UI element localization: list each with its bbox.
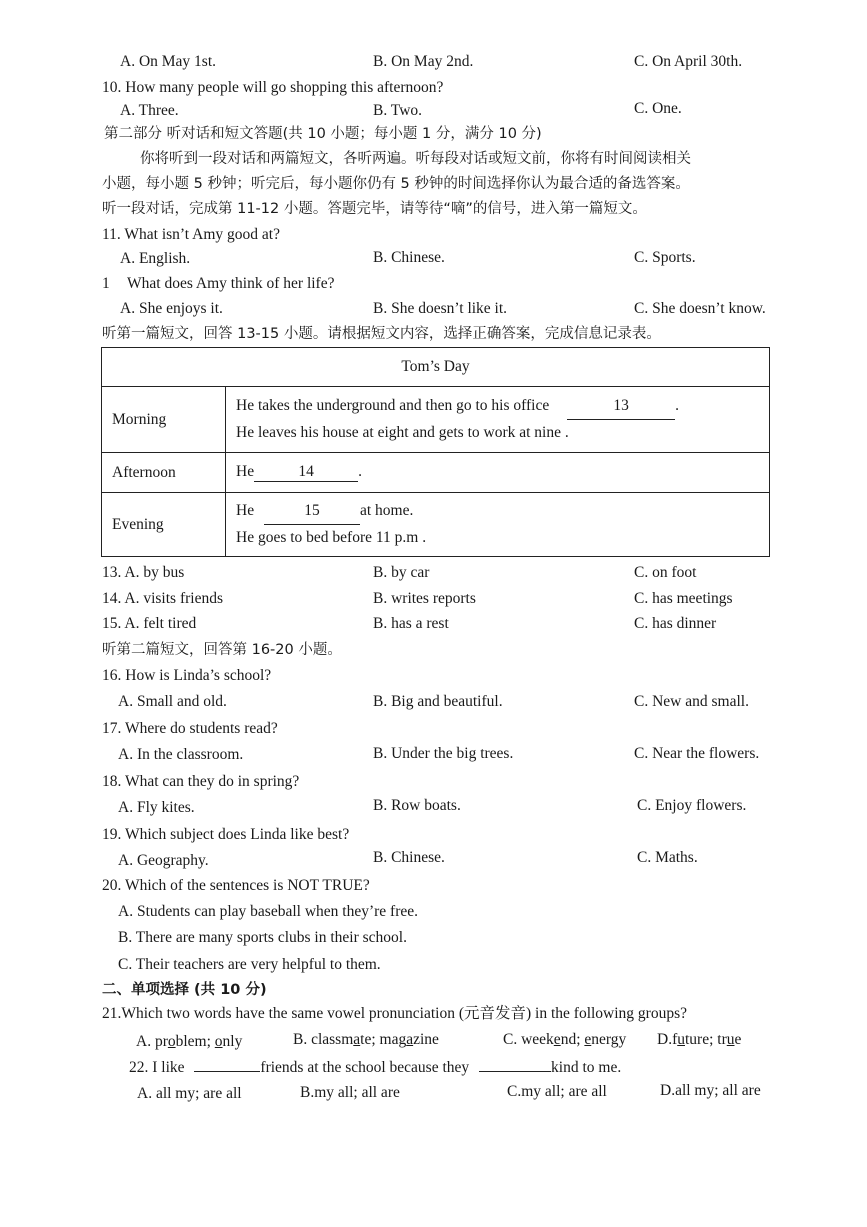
q21-option-a	[136, 1032, 242, 1052]
q21-b-u1: a	[353, 1031, 361, 1048]
q21-c-post: nergy	[591, 1031, 627, 1048]
q21-option-d	[657, 1030, 741, 1050]
toms-day-table	[101, 347, 770, 557]
q21-a-u2: o	[214, 1033, 223, 1050]
q21-d-u2: u	[726, 1031, 735, 1048]
q9-option-a: A. On May 1st.	[120, 53, 217, 70]
q21-c-u2: e	[584, 1031, 592, 1048]
q21-question: 21.Which two words have the same vowel pronunciation (元音发音) in the following groups?	[102, 1005, 688, 1022]
q21-d-u1: u	[677, 1031, 685, 1048]
q17-option-b: B. Under the big trees.	[373, 745, 514, 762]
q17-option-c: C. Near the flowers.	[634, 745, 760, 762]
q15-option-c: C. has dinner	[634, 615, 717, 632]
q11-option-c: C. Sports.	[634, 249, 696, 266]
afternoon-period: .	[358, 463, 362, 480]
table-title-text: Tom’s Day	[401, 358, 470, 375]
q17-option-a: A. In the classroom.	[118, 746, 244, 763]
q22-option-c: C.my all; are all	[507, 1083, 607, 1100]
q18-option-b: B. Row boats.	[373, 797, 461, 814]
q13-option-a: 13. A. by bus	[102, 564, 185, 581]
q10-option-a: A. Three.	[120, 102, 179, 119]
part2-instruction-1: 你将听到一段对话和两篇短文，各听两遍。听每段对话或短文前，你将有时间阅读相关	[140, 151, 691, 167]
part2-instruction-2: 小题，每小题 5 秒钟；听完后，每小题你仍有 5 秒钟的时间选择你认为最合适的备选答案。	[102, 176, 690, 192]
q21-c-mid: nd;	[560, 1031, 585, 1048]
row-label-evening: Evening	[102, 493, 226, 557]
q16-option-b: B. Big and beautiful.	[373, 693, 503, 710]
q15-option-a: 15. A. felt tired	[102, 615, 197, 632]
morning-line1: He takes the underground and then go to his office	[236, 397, 550, 414]
section2-heading: 二、单项选择 (共 10 分)	[102, 982, 267, 998]
q16-option-a: A. Small and old.	[118, 693, 227, 710]
q14-option-c: C. has meetings	[634, 590, 733, 607]
passage1-instruction: 听第一篇短文，回答 13-15 小题。请根据短文内容，选择正确答案，完成信息记录表。	[102, 326, 661, 342]
evening-at-home: at home.	[359, 502, 414, 519]
evening-he: He	[236, 502, 255, 519]
q22-blank-1	[194, 1071, 260, 1072]
morning-cell	[226, 387, 770, 453]
q21-d-pre: D.f	[657, 1031, 678, 1048]
afternoon-he: He	[236, 463, 255, 480]
part2-instruction-3: 听一段对话，完成第 11-12 小题。答题完毕，请等待“嘀”的信号，进入第一篇短文。	[102, 201, 647, 217]
q12-question: What does Amy think of her life?	[127, 275, 335, 292]
q12-number: 1	[102, 275, 110, 292]
q22-option-b: B.my all; all are	[300, 1084, 400, 1101]
q11-question: 11. What isn’t Amy good at?	[102, 226, 280, 243]
morning-period: .	[675, 397, 679, 414]
q18-option-a: A. Fly kites.	[118, 799, 195, 816]
q22-blank-2	[479, 1071, 551, 1072]
q22-option-a: A. all my; are all	[137, 1085, 242, 1102]
q10-option-b: B. Two.	[373, 102, 423, 119]
q21-b-post: zine	[413, 1031, 439, 1048]
q10-question: 10. How many people will go shopping this afternoon?	[102, 79, 444, 96]
morning-line2: He leaves his house at eight and gets to work at nine .	[236, 424, 569, 441]
q21-c-u1: e	[553, 1031, 561, 1048]
q21-d-mid: ture; tr	[684, 1031, 727, 1048]
blank-15: 15	[264, 498, 360, 525]
q9-option-b: B. On May 2nd.	[373, 53, 474, 70]
q19-option-a: A. Geography.	[118, 852, 209, 869]
q21-a-mid: blem;	[175, 1033, 215, 1050]
q22-post: kind to me.	[551, 1059, 622, 1076]
q22-option-d: D.all my; all are	[660, 1082, 761, 1099]
afternoon-cell	[226, 453, 770, 493]
q19-question: 19. Which subject does Linda like best?	[102, 826, 350, 843]
q22-mid: friends at the school because they	[260, 1059, 470, 1076]
evening-line2: He goes to bed before 11 p.m .	[236, 529, 427, 546]
part2-heading: 第二部分 听对话和短文答题(共 10 小题；每小题 1 分，满分 10 分)	[104, 126, 542, 142]
q12-option-a: A. She enjoys it.	[120, 300, 223, 317]
row-label-afternoon: Afternoon	[102, 453, 226, 493]
blank-13: 13	[567, 393, 675, 420]
q17-question: 17. Where do students read?	[102, 720, 278, 737]
q12-option-c: C. She doesn’t know.	[634, 300, 766, 317]
q16-question: 16. How is Linda’s school?	[102, 667, 272, 684]
q22-question	[129, 1058, 621, 1078]
q21-option-b	[293, 1030, 439, 1050]
blank-14: 14	[254, 463, 358, 482]
q21-b-pre: B. classm	[293, 1031, 354, 1048]
evening-cell	[226, 493, 770, 557]
q21-d-post: e	[734, 1031, 742, 1048]
q20-option-b: B. There are many sports clubs in their school.	[118, 929, 407, 946]
q13-option-b: B. by car	[373, 564, 430, 581]
q20-option-c: C. Their teachers are very helpful to them.	[118, 956, 381, 973]
q16-option-c: C. New and small.	[634, 693, 749, 710]
q21-b-mid: te; mag	[360, 1031, 407, 1048]
q18-option-c: C. Enjoy flowers.	[637, 797, 747, 814]
q19-option-c: C. Maths.	[637, 849, 698, 866]
q14-option-b: B. writes reports	[373, 590, 476, 607]
q18-question: 18. What can they do in spring?	[102, 773, 300, 790]
q13-option-c: C. on foot	[634, 564, 697, 581]
q21-a-post: nly	[222, 1033, 243, 1050]
q12-option-b: B. She doesn’t like it.	[373, 300, 508, 317]
q10-option-c: C. One.	[634, 100, 682, 117]
q21-a-u1: o	[167, 1033, 176, 1050]
q21-option-c	[503, 1030, 626, 1050]
q11-option-a: A. English.	[120, 250, 191, 267]
table-title	[102, 348, 770, 387]
passage2-instruction: 听第二篇短文，回答第 16-20 小题。	[102, 642, 342, 658]
q21-b-u2: a	[406, 1031, 414, 1048]
q22-pre: 22. I like	[129, 1059, 185, 1076]
q15-option-b: B. has a rest	[373, 615, 449, 632]
row-label-morning: Morning	[102, 387, 226, 453]
q19-option-b: B. Chinese.	[373, 849, 445, 866]
q21-c-pre: C. week	[503, 1031, 554, 1048]
q21-a-pre: A. pr	[136, 1033, 168, 1050]
q20-option-a: A. Students can play baseball when they’re free.	[118, 903, 418, 920]
q14-option-a: 14. A. visits friends	[102, 590, 223, 607]
q11-option-b: B. Chinese.	[373, 249, 445, 266]
q9-option-c: C. On April 30th.	[634, 53, 743, 70]
q20-question: 20. Which of the sentences is NOT TRUE?	[102, 877, 370, 894]
